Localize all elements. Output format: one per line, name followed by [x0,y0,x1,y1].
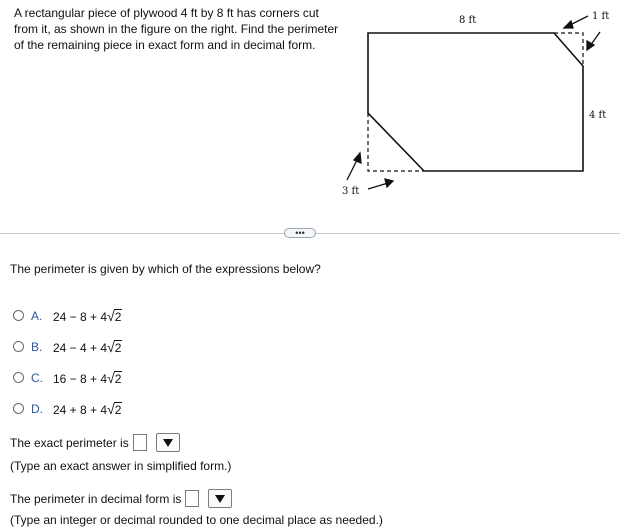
radicand: 2 [114,371,122,386]
expression-prefix: 16 − 8 + 4 [53,371,108,386]
corner-length-label: 1 ft [592,11,610,22]
option-d[interactable] [13,393,122,424]
expression-prefix: 24 − 8 + 4 [53,309,108,324]
problem-statement: A rectangular piece of plywood 4 ft by 8 ft has corners cut from it, as shown in the figure on the right. Find the perimeter of the remaining piece in exact form and in decimal form. [14,6,339,52]
bottom-cut-label: 3 ft [342,186,360,197]
plywood-outline [368,33,583,171]
exact-answer-label: The exact perimeter is [10,435,129,450]
arrow-3ft-right [368,179,393,189]
option-expression [53,401,122,417]
question-text: The perimeter is given by which of the expressions below? [10,262,321,276]
expression-prefix: 24 + 8 + 4 [53,402,108,417]
exact-answer-input[interactable] [133,434,147,451]
option-letter: C. [31,370,43,385]
option-expression [53,308,122,324]
radicand: 2 [114,309,122,324]
arrow-3ft-up [347,153,361,180]
radio-icon[interactable] [13,403,24,414]
arrow-1ft-side [587,32,600,50]
expand-more-button[interactable]: ••• [284,228,316,238]
answer-options [13,300,122,424]
radio-icon[interactable] [13,310,24,321]
square-root: √2 [107,400,122,417]
radicand: 2 [114,402,122,417]
radicand: 2 [114,340,122,355]
exact-answer-hint: (Type an exact answer in simplified form.) [10,459,232,473]
square-root: √2 [107,307,122,324]
square-root: √2 [107,369,122,386]
exact-answer-row [10,433,180,452]
side-length-label: 4 ft [589,110,607,121]
radio-icon[interactable] [13,341,24,352]
arrow-1ft-top [564,16,588,28]
option-c[interactable] [13,362,122,393]
option-expression [53,370,122,386]
option-letter: B. [31,339,43,354]
option-a[interactable] [13,300,122,331]
exact-unit-dropdown[interactable] [156,433,180,452]
option-letter: A. [31,308,43,323]
dropdown-arrow-icon [215,495,225,503]
decimal-answer-label: The perimeter in decimal form is [10,491,182,506]
decimal-unit-dropdown[interactable] [208,489,232,508]
dropdown-arrow-icon [163,439,173,447]
option-expression [53,339,122,355]
decimal-answer-row [10,489,232,508]
radio-icon[interactable] [13,372,24,383]
option-b[interactable] [13,331,122,362]
square-root: √2 [107,338,122,355]
top-length-label: 8 ft [459,15,477,26]
decimal-answer-hint: (Type an integer or decimal rounded to one decimal place as needed.) [10,513,383,527]
expression-prefix: 24 − 4 + 4 [53,340,108,355]
decimal-answer-input[interactable] [185,490,199,507]
option-letter: D. [31,401,43,416]
plywood-figure [330,0,620,205]
